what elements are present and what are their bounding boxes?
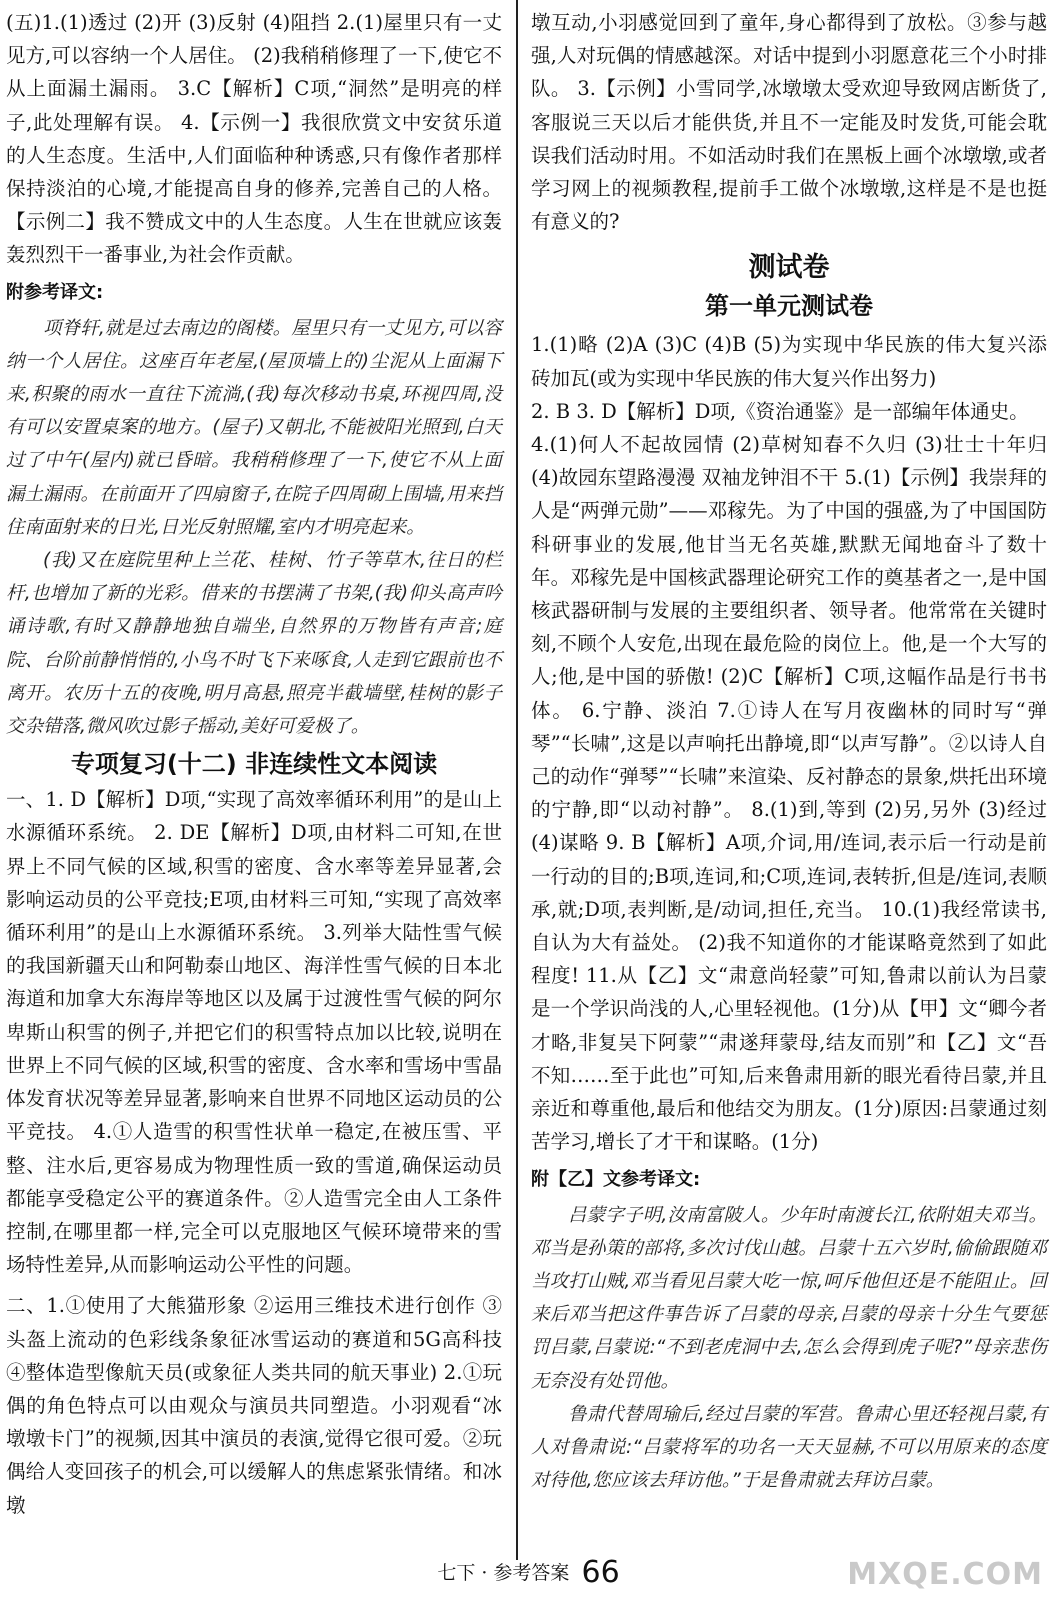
translation-paragraph: 鲁肃代替周瑜后,经过吕蒙的军营。鲁肃心里还轻视吕蒙,有人对鲁肃说:“吕蒙将军的功名一天天显赫,不可以用原来的态度对待他,您应该去拜访他。”于是鲁肃就去拜访吕蒙。: [531, 1403, 1047, 1492]
test-title: 测试卷: [748, 252, 830, 284]
answer-item: 2. B 3. D【解析】D项,《资治通鉴》是一部编年体通史。: [531, 399, 1029, 423]
answer-item: 1.(1)略 (2)A (3)C (4)B (5)为实现中华民族的伟大复兴添砖加瓦(或为实现中华民族的伟大复兴作出努力): [531, 333, 1047, 390]
watermark: MXQE.COM: [847, 1557, 1043, 1592]
answer-item: 4.(1)何人不起故园情 (2)草树知春不久归 (3)壮士十年归 (4)故园东望路漫漫 双袖龙钟泪不干 5.(1)【示例】我崇拜的人是“两弹元勋”——邓稼先。为了中国的强盛,为了中国国防科研事业的发展,他甘当无名英雄,默默无闻地奋斗了数十年。邓稼先是中国核武器理论研究工作的奠基者之一,是中国核武器研制与发展的主要组织者、领导者。他常常在关键时刻,不顾个人安危,出现在最危险的岗位上。他,是一个大写的人;他,是中国的骄傲! (2)C【解析】C项,这幅作品是行书书体。 6.宁静、淡泊 7.①诗人在写月夜幽林的同时写“弹琴”“长啸”,这是以声响托出静境,即“以声写静”。②以诗人自己的动作“弹琴”“长啸”来渲染、反衬静态的景象,烘托出环境的宁静,即“以动衬静”。 8.(1)到,等到 (2)另,另外 (3)经过 (4)谋略 9. B【解析】A项,介词,用/连词,表示后一行动是前一行动的目的;B项,连词,和;C项,连词,表转折,但是/连词,表顺承,就;D项,表判断,是/动词,担任,充当。 10.(1)我经常读书,自认为大有益处。 (2)我不知道你的才能谋略竟然到了如此程度! 11.从【乙】文“肃意尚轻蒙”可知,鲁肃以前认为吕蒙是一个学识尚浅的人,心里轻视他。(1分)从【甲】文“卿今者才略,非复吴下阿蒙”“肃遂拜蒙母,结友而别”和【乙】文“吾不知……至于此也”可知,后来鲁肃用新的眼光看待吕蒙,并且亲近和尊重他,最后和他结交为朋友。(1分)原因:吕蒙通过刻苦学习,增长了才干和谋略。(1分): [531, 433, 1047, 1154]
answer-block-continued: 墩互动,小羽感觉回到了童年,身心都得到了放松。③参与越强,人对玩偶的情感越深。对话中提到小羽愿意花三个小时排队。 3.【示例】小雪同学,冰墩墩太受欢迎导致网店断货了,客服说三天以后才能供货,并且不一定能及时发货,可能会耽误我们活动时用。不如活动时我们在黑板上画个冰墩墩,或者学习网上的视频教程,提前手工做个冰墩墩,这样是不是也挺有意义的?: [531, 11, 1047, 234]
answer-block-part1: 一、1. D【解析】D项,“实现了高效率循环利用”的是山上水源循环系统。 2. DE【解析】D项,由材料二可知,在世界上不同气候的区域,积雪的密度、含水率等差异显著,会影响运动员的公平竞技;E项,由材料三可知,“实现了高效率循环利用”的是山上水源循环系统。 3.列举大陆性雪气候的我国新疆天山和阿勒泰山地区、海洋性雪气候的日本北海道和加拿大东海岸等地区以及属于过渡性雪气候的阿尔卑斯山积雪的例子,并把它们的积雪特点加以比较,说明在世界上不同气候的区域,积雪的密度、含水率和雪场中雪晶体发育状况等差异显著,影响来自世界不同地区运动员的公平竞技。 4.①人造雪的积雪性状单一稳定,在被压雪、平整、注水后,更容易成为物理性质一致的雪道,确保运动员都能享受稳定公平的赛道条件。②人造雪完全由人工条件控制,在哪里都一样,完全可以克服地区气候环境带来的雪场特性差异,从而影响运动公平性的问题。: [6, 788, 502, 1277]
translation-paragraph: (我)又在庭院里种上兰花、桂树、竹子等草木,往日的栏杆,也增加了新的光彩。借来的书摆满了书架,(我)仰头高声吟诵诗歌,有时又静静地独自端坐,自然界的万物皆有声音;庭院、台阶前静悄悄的,小鸟不时飞下来啄食,人走到它跟前也不离开。农历十五的夜晚,明月高悬,照亮半截墙壁,桂树的影子交杂错落,微风吹过影子摇动,美好可爱极了。: [6, 550, 502, 738]
translation-label: 附参考译文:: [6, 281, 104, 303]
translation-label: 附【乙】文参考译文:: [531, 1168, 701, 1190]
translation-paragraph: 吕蒙字子明,汝南富陂人。少年时南渡长江,依附姐夫邓当。邓当是孙策的部将,多次讨伐山越。吕蒙十五六岁时,偷偷跟随邓当攻打山贼,邓当看见吕蒙大吃一惊,呵斥他但还是不能阻止。回来后邓当把这件事告诉了吕蒙的母亲,吕蒙的母亲十分生气要惩罚吕蒙,吕蒙说:“不到老虎洞中去,怎么会得到虎子呢?”母亲悲伤无奈没有处罚他。: [531, 1204, 1047, 1392]
column-divider: [516, 0, 518, 1560]
left-column: [6, 6, 502, 1522]
answer-block-5: (五)1.(1)透过 (2)开 (3)反射 (4)阻挡 2.(1)屋里只有一丈见方,可以容纳一个人居住。 (2)我稍稍修理了一下,使它不从上面漏土漏雨。 3.C【解析】C项,“洞然”是明亮的样子,此处理解有误。 4.【示例一】我很欣赏文中安贫乐道的人生态度。生活中,人们面临种种诱惑,只有像作者那样保持淡泊的心境,才能提高自身的修养,完善自己的人格。【示例二】我不赞成文中的人生态度。人生在世就应该轰轰烈烈干一番事业,为社会作贡献。: [6, 11, 502, 267]
section-heading: 专项复习(十二) 非连续性文本阅读: [70, 750, 438, 779]
answer-block-part2: 二、1.①使用了大熊猫形象 ②运用三维技术进行创作 ③头盔上流动的色彩线条象征冰雪运动的赛道和5G高科技 ④整体造型像航天员(或象征人类共同的航天事业) 2.①玩偶的角色特点可以由观众与演员共同塑造。小羽观看“冰墩墩卡门”的视频,因其中演员的表演,觉得它很可爱。②玩偶给人变回孩子的机会,可以缓解人的焦虑紧张情绪。和冰墩: [6, 1294, 502, 1517]
unit-test-title: 第一单元测试卷: [705, 292, 873, 321]
footer-label: 七下 · 参考答案: [437, 1562, 570, 1584]
right-column: [531, 6, 1047, 1497]
translation-paragraph: 项脊轩,就是过去南边的阁楼。屋里只有一丈见方,可以容纳一个人居住。这座百年老屋,(屋顶墙上的)尘泥从上面漏下来,积聚的雨水一直往下流淌,(我)每次移动书桌,环视四周,没有可以安置桌案的地方。(屋子)又朝北,不能被阳光照到,白天过了中午(屋内)就已昏暗。我稍稍修理了一下,使它不从上面漏土漏雨。在前面开了四扇窗子,在院子四周砌上围墙,用来挡住南面射来的日光,日光反射照耀,室内才明亮起来。: [6, 317, 502, 538]
page-number: 66: [581, 1555, 620, 1590]
